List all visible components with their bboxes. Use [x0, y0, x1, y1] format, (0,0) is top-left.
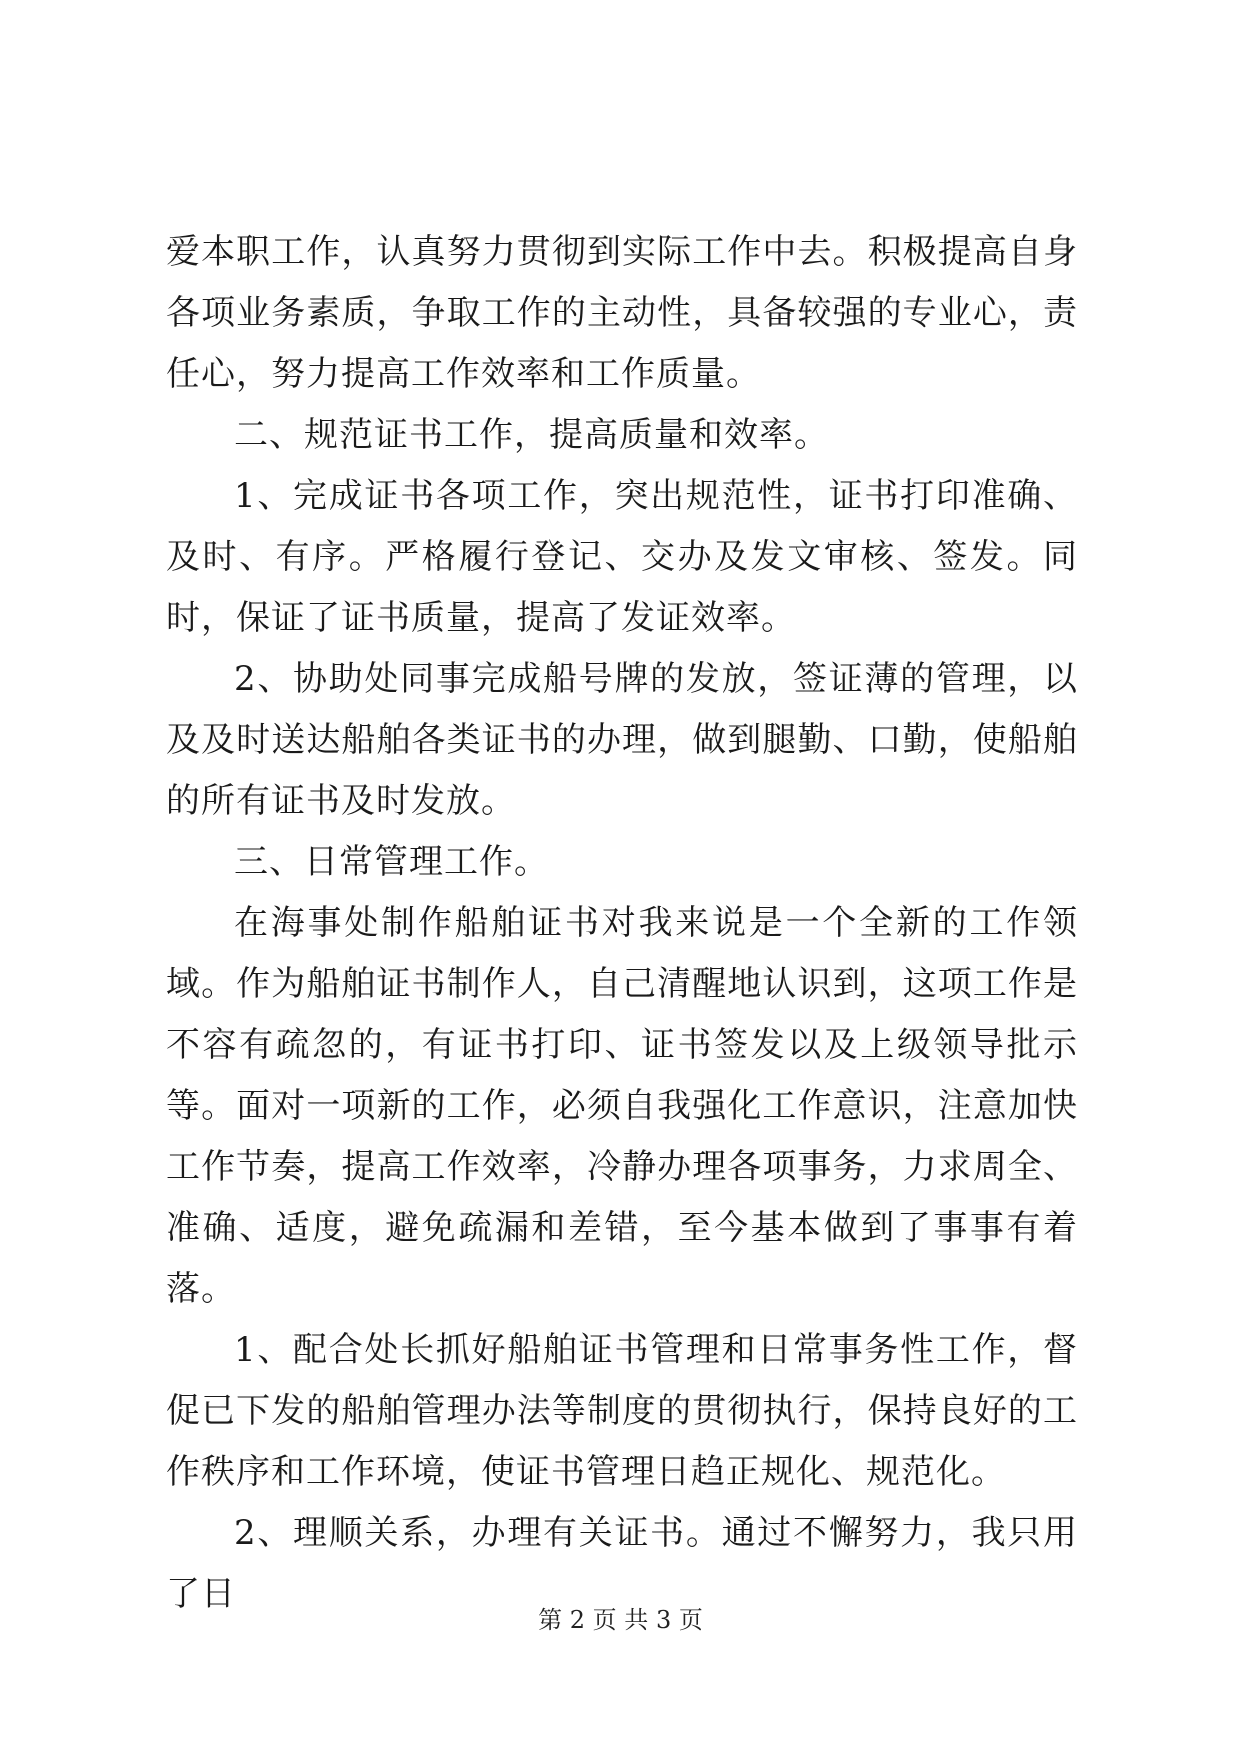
paragraph: 爱本职工作，认真努力贯彻到实际工作中去。积极提高自身各项业务素质，争取工作的主动性，具备较强的专业心，责任心，努力提高工作效率和工作质量。	[166, 232, 1078, 394]
paragraph: 1、完成证书各项工作，突出规范性，证书打印准确、及时、有序。严格履行登记、交办及发文审核、签发。同时，保证了证书质量，提高了发证效率。	[166, 476, 1078, 638]
page-number-footer: 第 2 页 共 3 页	[538, 1606, 703, 1634]
document-body	[166, 222, 1078, 1625]
paragraph: 三、日常管理工作。	[234, 842, 549, 882]
paragraph: 1、配合处长抓好船舶证书管理和日常事务性工作，督促已下发的船舶管理办法等制度的贯彻执行，保持良好的工作秩序和工作环境，使证书管理日趋正规化、规范化。	[166, 1330, 1078, 1492]
paragraph: 2、协助处同事完成船号牌的发放，签证薄的管理，以及及时送达船舶各类证书的办理，做到腿勤、口勤，使船舶的所有证书及时发放。	[166, 659, 1078, 821]
paragraph: 在海事处制作船舶证书对我来说是一个全新的工作领域。作为船舶证书制作人，自己清醒地认识到，这项工作是不容有疏忽的，有证书打印、证书签发以及上级领导批示等。面对一项新的工作，必须自我强化工作意识，注意加快工作节奏，提高工作效率，冷静办理各项事务，力求周全、准确、适度，避免疏漏和差错，至今基本做到了事事有着落。	[166, 903, 1078, 1309]
paragraph: 二、规范证书工作，提高质量和效率。	[234, 415, 829, 455]
paragraph: 2、理顺关系，办理有关证书。通过不懈努力，我只用了日	[166, 1513, 1078, 1614]
